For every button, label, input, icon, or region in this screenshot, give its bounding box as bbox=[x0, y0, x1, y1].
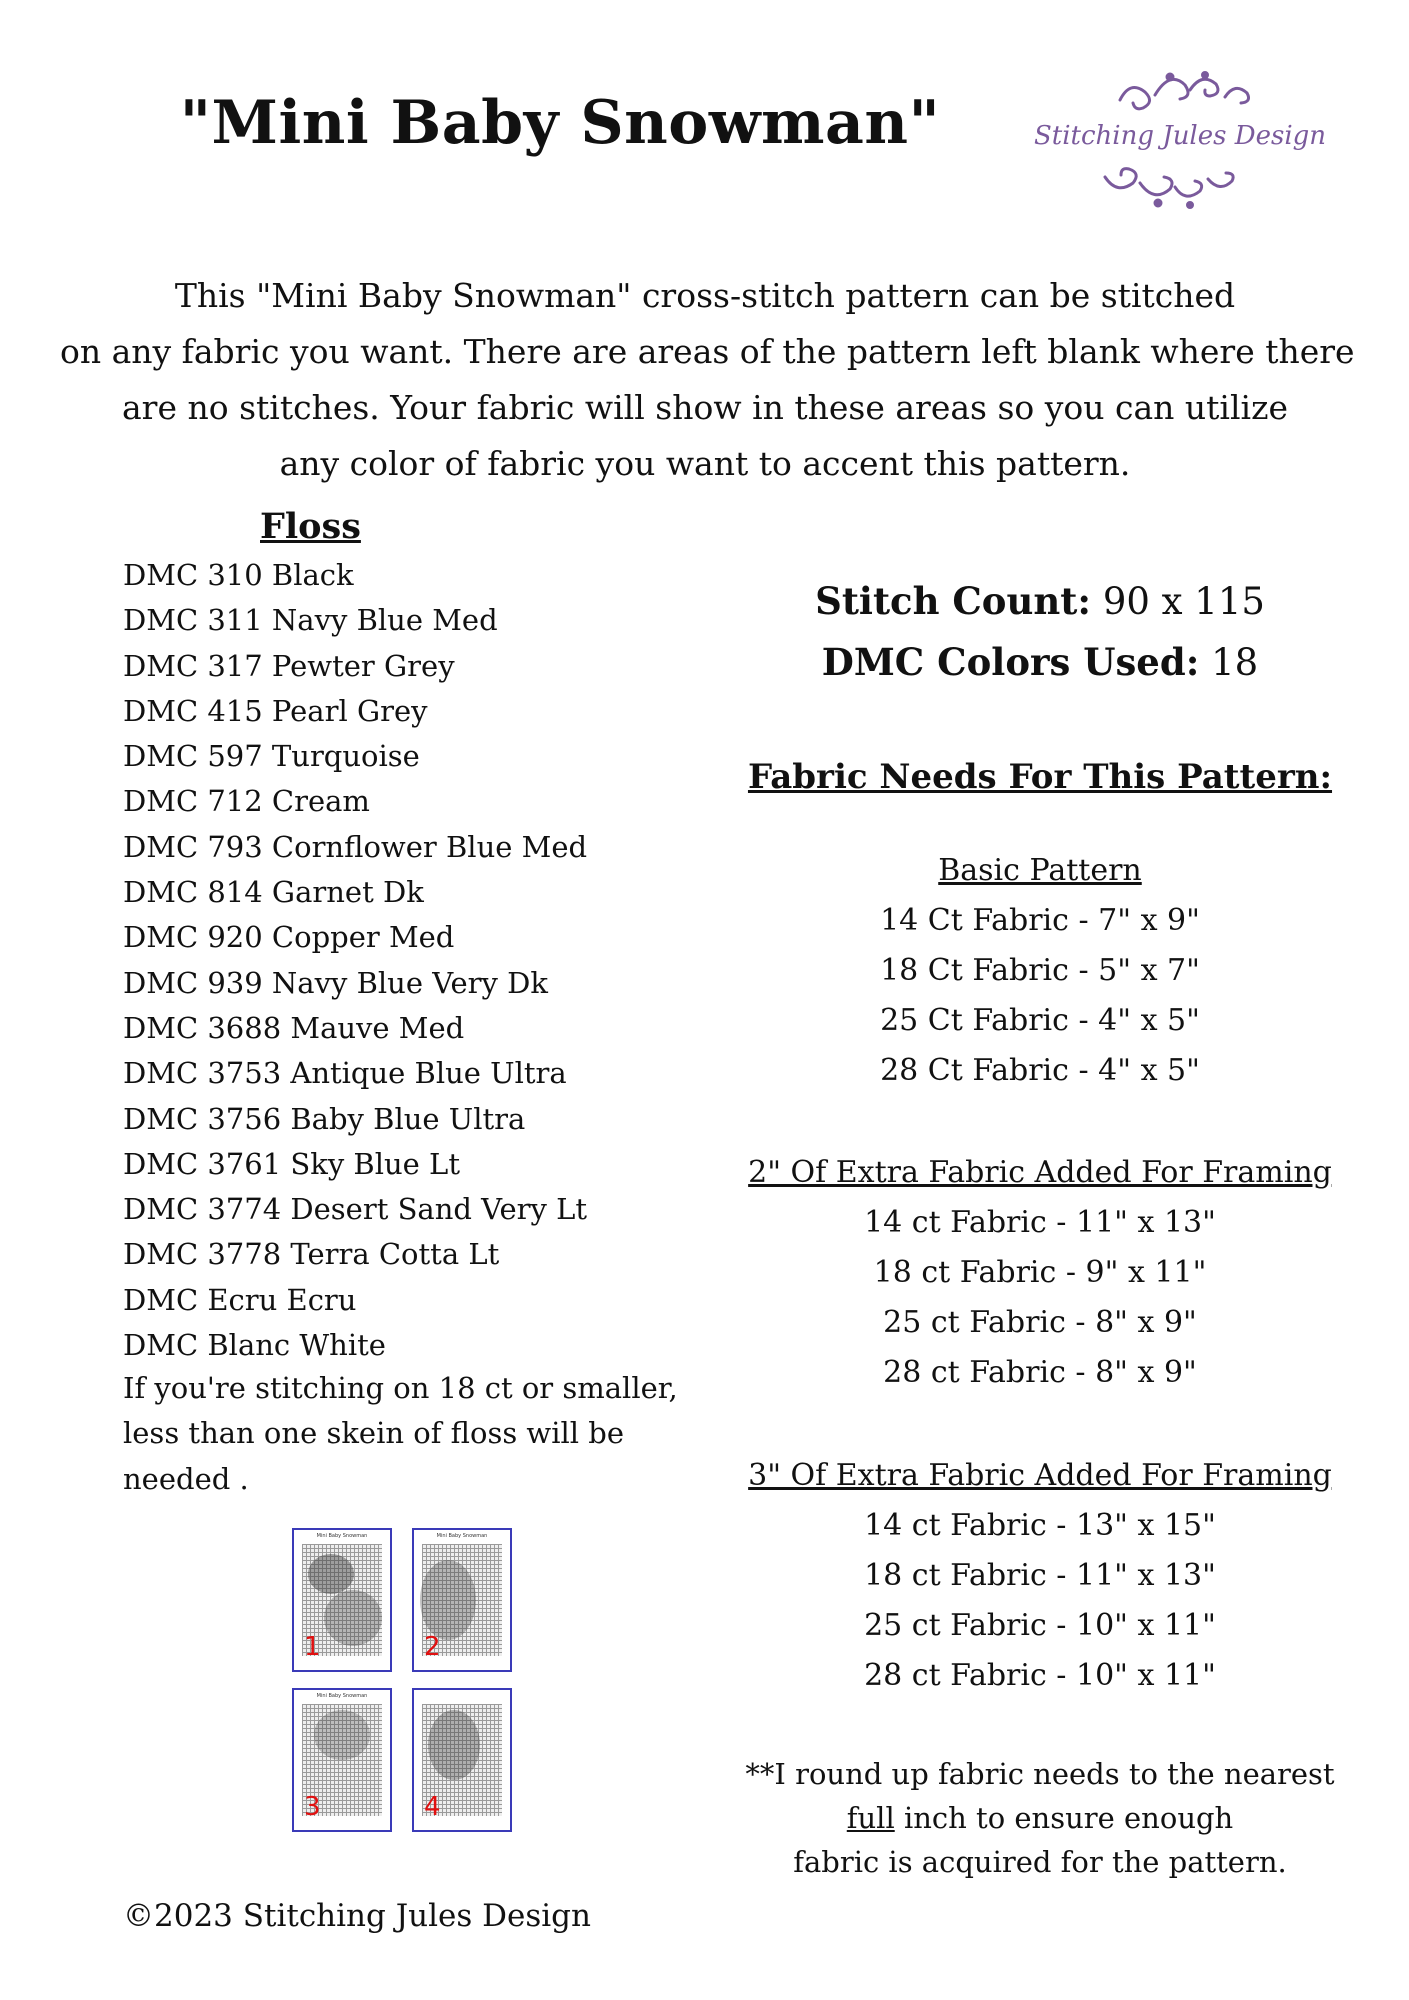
page-title: "Mini Baby Snowman" bbox=[179, 88, 941, 158]
floss-item: DMC 3756 Baby Blue Ultra bbox=[123, 1101, 526, 1136]
fabric-heading: Fabric Needs For This Pattern: bbox=[747, 757, 1333, 797]
intro-line: on any fabric you want. There are areas of the pattern left blank where there bbox=[60, 332, 1355, 371]
floss-item: DMC 3774 Desert Sand Very Lt bbox=[123, 1192, 587, 1227]
floss-note-line: less than one skein of floss will be bbox=[123, 1416, 625, 1451]
floss-item: DMC 793 Cornflower Blue Med bbox=[123, 829, 588, 864]
floss-item: DMC 415 Pearl Grey bbox=[123, 693, 428, 728]
floss-item: DMC 814 Garnet Dk bbox=[123, 875, 424, 910]
note-line-rest: inch to ensure enough bbox=[894, 1801, 1234, 1835]
thumbnail-page bbox=[292, 1528, 392, 1672]
floss-item: DMC 939 Navy Blue Very Dk bbox=[123, 965, 548, 1000]
fabric-row: 28 Ct Fabric - 4" x 5" bbox=[880, 1053, 1200, 1088]
note-line: **I round up fabric needs to the nearest bbox=[745, 1757, 1335, 1791]
floss-item: DMC 3761 Sky Blue Lt bbox=[123, 1146, 460, 1181]
brand-logo bbox=[1030, 55, 1330, 235]
floss-item: DMC 597 Turquoise bbox=[123, 739, 420, 774]
floss-item: DMC 3688 Mauve Med bbox=[123, 1010, 465, 1045]
intro-line: any color of fabric you want to accent this pattern. bbox=[279, 444, 1131, 483]
intro-line: are no stitches. Your fabric will show in these areas so you can utilize bbox=[122, 388, 1288, 427]
fabric-row: 28 ct Fabric - 10" x 11" bbox=[864, 1658, 1216, 1693]
thumbnail-number: 3 bbox=[304, 1792, 321, 1822]
thumbnail-caption: Mini Baby Snowman bbox=[316, 1693, 368, 1699]
floss-note-line: needed . bbox=[123, 1461, 249, 1496]
fabric-group-title: 2" Of Extra Fabric Added For Framing bbox=[748, 1155, 1332, 1190]
thumbnail-caption: Mini Baby Snowman bbox=[316, 1533, 368, 1539]
floss-item: DMC Blanc White bbox=[123, 1328, 386, 1363]
logo-text: Stitching Jules Design bbox=[1033, 121, 1327, 151]
fabric-row: 18 Ct Fabric - 5" x 7" bbox=[880, 953, 1200, 988]
floss-item: DMC 920 Copper Med bbox=[123, 920, 455, 955]
floss-item: DMC 311 Navy Blue Med bbox=[123, 603, 498, 638]
thumbnail-number: 4 bbox=[424, 1792, 441, 1822]
fabric-group-basic bbox=[740, 846, 1340, 1096]
colors-used-label: DMC Colors Used: bbox=[821, 640, 1200, 684]
thumbnail-number: 2 bbox=[424, 1632, 441, 1662]
thumbnail-caption: Mini Baby Snowman bbox=[436, 1533, 488, 1539]
stitch-count-label: Stitch Count: bbox=[815, 579, 1092, 623]
rounding-note bbox=[740, 1752, 1340, 1884]
pattern-page-thumbnails bbox=[292, 1528, 518, 1840]
thumbnail-page bbox=[412, 1528, 512, 1672]
floss-item: DMC 317 Pewter Grey bbox=[123, 648, 455, 683]
fabric-group-2in bbox=[740, 1148, 1340, 1398]
floss-list bbox=[123, 553, 587, 1368]
floss-item: DMC 3778 Terra Cotta Lt bbox=[123, 1237, 500, 1272]
thumbnail-page bbox=[412, 1688, 512, 1832]
intro-paragraph bbox=[60, 268, 1355, 492]
thumbnail-number: 1 bbox=[304, 1632, 321, 1662]
floss-heading: Floss bbox=[260, 506, 361, 547]
floss-note-line: If you're stitching on 18 ct or smaller, bbox=[123, 1371, 678, 1405]
fabric-row: 18 ct Fabric - 11" x 13" bbox=[864, 1558, 1216, 1593]
fabric-row: 18 ct Fabric - 9" x 11" bbox=[873, 1255, 1207, 1290]
thumbnail-page bbox=[292, 1688, 392, 1832]
pattern-stats bbox=[740, 571, 1340, 693]
note-line: fabric is acquired for the pattern. bbox=[793, 1845, 1287, 1879]
floss-item: DMC Ecru Ecru bbox=[123, 1282, 357, 1317]
intro-line: This "Mini Baby Snowman" cross-stitch pattern can be stitched bbox=[174, 276, 1236, 315]
note-underlined-word: full bbox=[846, 1801, 895, 1835]
fabric-row: 25 ct Fabric - 8" x 9" bbox=[883, 1305, 1197, 1340]
fabric-row: 14 ct Fabric - 11" x 13" bbox=[864, 1205, 1216, 1240]
stitch-count bbox=[740, 571, 1340, 632]
fabric-row: 14 ct Fabric - 13" x 15" bbox=[864, 1508, 1216, 1543]
fabric-group-3in bbox=[740, 1451, 1340, 1701]
colors-used-value: 18 bbox=[1211, 641, 1259, 684]
floss-item: DMC 3753 Antique Blue Ultra bbox=[123, 1056, 567, 1091]
floss-item: DMC 310 Black bbox=[123, 558, 354, 592]
note-line bbox=[740, 1796, 1340, 1840]
fabric-row: 28 ct Fabric - 8" x 9" bbox=[883, 1355, 1197, 1390]
fabric-group-title: Basic Pattern bbox=[938, 853, 1142, 888]
fabric-group-title: 3" Of Extra Fabric Added For Framing bbox=[748, 1458, 1332, 1493]
colors-used bbox=[740, 632, 1340, 693]
fabric-row: 25 ct Fabric - 10" x 11" bbox=[864, 1608, 1216, 1643]
floss-item: DMC 712 Cream bbox=[123, 784, 370, 819]
fabric-row: 25 Ct Fabric - 4" x 5" bbox=[880, 1003, 1200, 1038]
fabric-row: 14 Ct Fabric - 7" x 9" bbox=[880, 903, 1200, 938]
floss-note bbox=[123, 1366, 683, 1502]
copyright: ©2023 Stitching Jules Design bbox=[123, 1898, 591, 1934]
stitch-count-value: 90 x 115 bbox=[1102, 580, 1265, 623]
